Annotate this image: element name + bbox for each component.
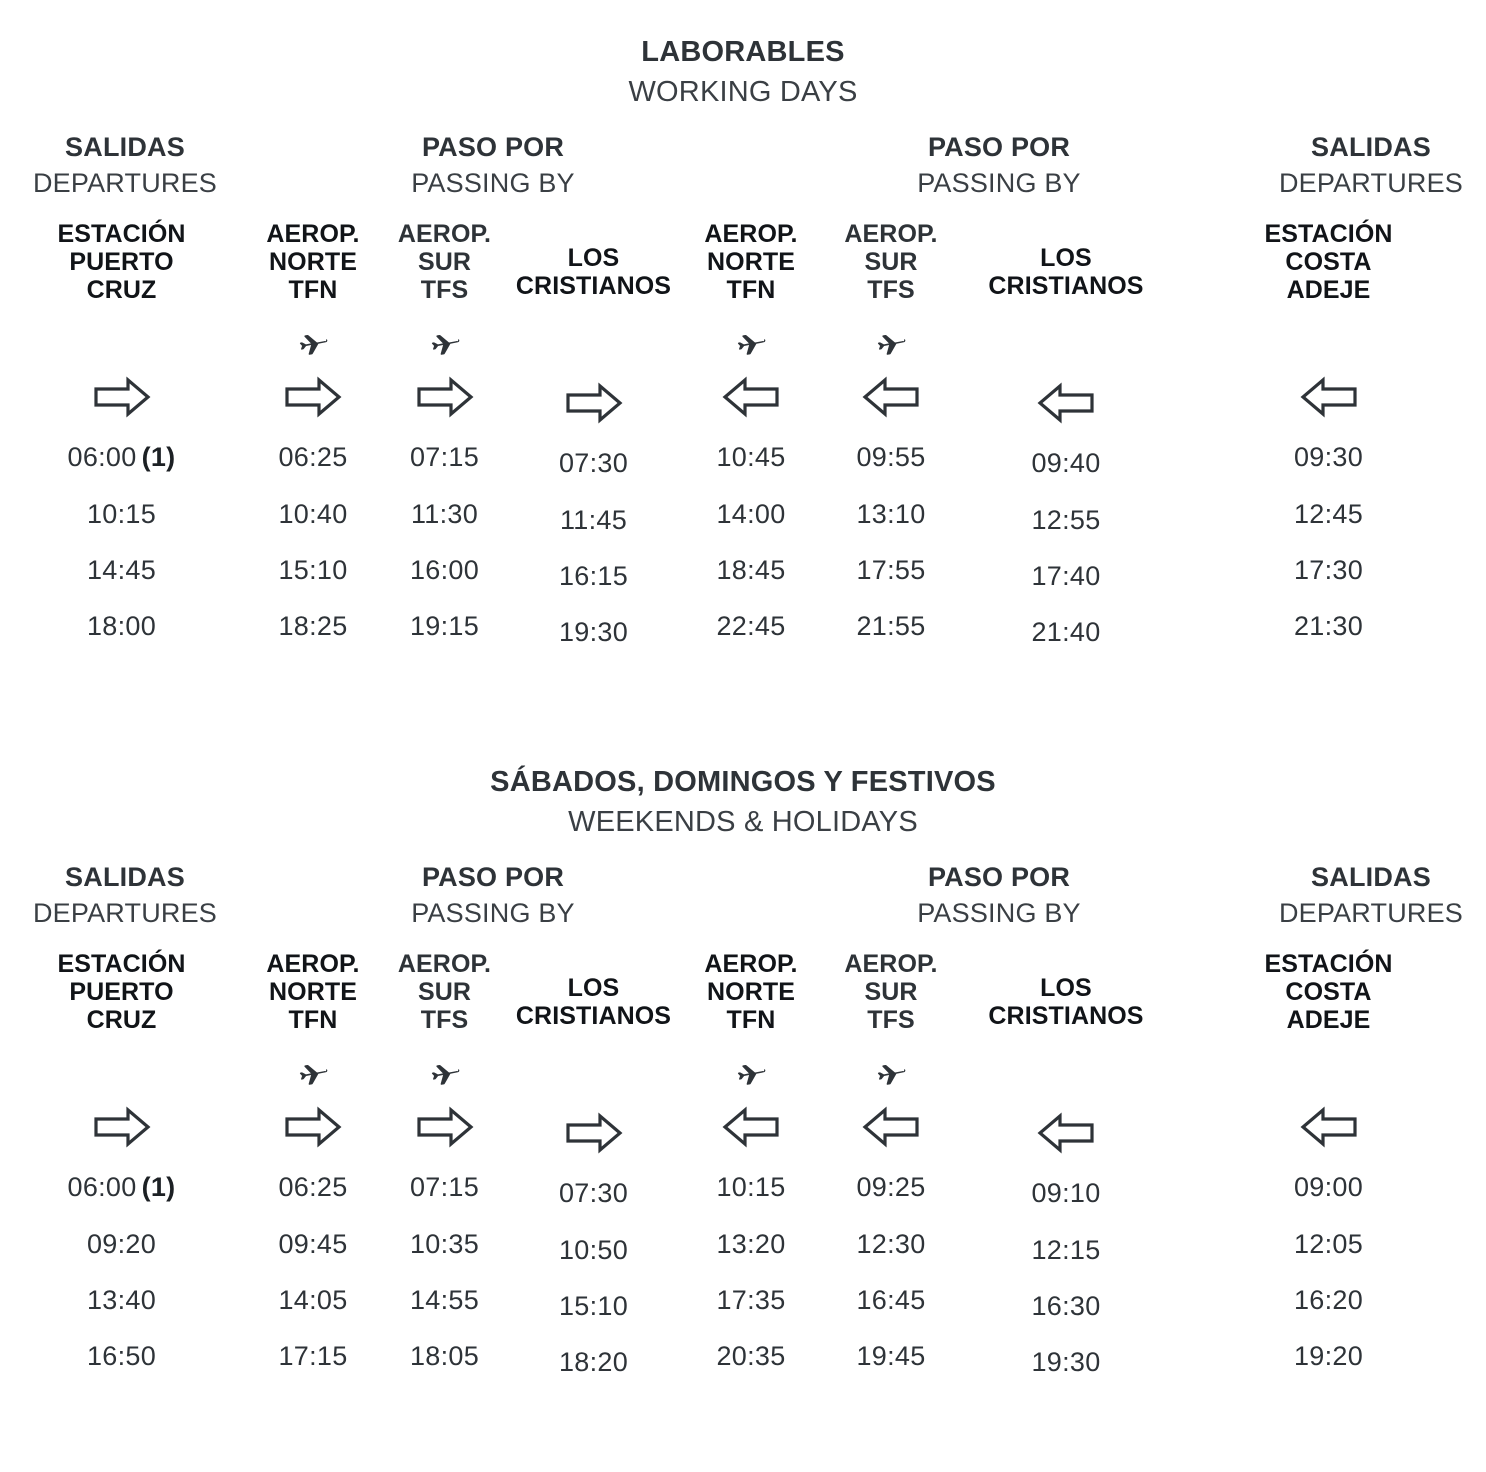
time-value: 16:30	[1031, 1291, 1101, 1321]
time-value: 07:30	[558, 448, 629, 478]
column-header-line: SUR	[864, 978, 918, 1006]
time-cell	[0, 1158, 243, 1216]
arrow-right-icon	[282, 1103, 344, 1151]
arrow-left-icon	[1298, 373, 1360, 421]
time-cell	[681, 1328, 821, 1384]
time-cell	[1171, 1158, 1486, 1216]
time-cell	[961, 604, 1171, 660]
time-cell	[0, 1272, 243, 1328]
table-title-es: SÁBADOS, DOMINGOS Y FESTIVOS	[490, 766, 996, 798]
time-value: 19:30	[558, 617, 629, 647]
time-value: 14:45	[86, 555, 157, 585]
arrow-right-icon	[282, 373, 344, 421]
time-value: 07:15	[409, 1172, 480, 1202]
arrow-right-icon	[414, 1103, 476, 1151]
column-header-line: NORTE	[707, 978, 795, 1006]
arrow-left-icon	[720, 1103, 782, 1151]
time-value: 09:20	[86, 1229, 157, 1259]
section-label-departures-right	[1221, 864, 1486, 927]
time-cell	[821, 1216, 961, 1272]
section-label-departures-left	[0, 134, 275, 197]
time-cell	[383, 542, 506, 598]
column-header-line: AEROP.	[397, 950, 492, 978]
time-value: 07:15	[409, 442, 480, 472]
time-value: 17:35	[716, 1285, 786, 1315]
column-header-line: TFS	[420, 1006, 469, 1034]
column-header-line: AEROP.	[704, 950, 798, 978]
time-cell	[961, 434, 1171, 492]
section-label-es: SALIDAS	[1311, 862, 1431, 892]
time-cell	[961, 1164, 1171, 1222]
plane-icon-slot	[243, 1054, 383, 1096]
time-value: 17:15	[278, 1341, 348, 1371]
plane-icon-slot	[821, 1054, 961, 1096]
column-header-los-cristianos	[506, 220, 681, 330]
time-value: 16:15	[558, 561, 629, 591]
time-cell	[961, 1278, 1171, 1334]
plane-icon-slot	[1171, 324, 1486, 366]
column-header-line: LOS	[1040, 244, 1092, 272]
time-value: 10:45	[716, 442, 786, 472]
time-value: 14:05	[278, 1285, 348, 1315]
arrow-left-icon	[860, 1103, 922, 1151]
time-cell	[1171, 486, 1486, 542]
time-cell	[383, 1272, 506, 1328]
direction-arrow-slot	[961, 1102, 1171, 1164]
timetable-working-days	[0, 0, 1486, 660]
column-header-line: AEROP.	[266, 220, 360, 248]
time-value: 21:40	[1031, 617, 1101, 647]
section-label-es: SALIDAS	[65, 132, 185, 162]
timetable-column-aerop-sur-tfs	[383, 950, 506, 1390]
column-header-estacion-puerto-cruz	[0, 220, 243, 324]
time-value: 20:35	[716, 1341, 786, 1371]
arrow-left-icon	[1298, 1103, 1360, 1151]
section-label-departures-right	[1221, 134, 1486, 197]
time-value: 18:20	[558, 1347, 629, 1377]
timetable-column-los-cristianos	[961, 950, 1171, 1390]
timetable-column-estacion-costa-adeje	[1171, 950, 1486, 1390]
column-header-line: ESTACIÓN	[1264, 220, 1393, 248]
column-header-line: AEROP.	[844, 220, 938, 248]
time-cell	[681, 1272, 821, 1328]
time-cell	[243, 1272, 383, 1328]
timetable-column-aerop-norte-tfn	[681, 950, 821, 1390]
direction-arrow-slot	[243, 1096, 383, 1158]
column-header-estacion-costa-adeje	[1171, 950, 1486, 1054]
plane-icon-slot	[961, 1060, 1171, 1102]
time-cell	[0, 598, 243, 654]
column-header-line: PUERTO	[69, 978, 174, 1006]
timetable-column-los-cristianos	[961, 220, 1171, 660]
time-value: 09:30	[1293, 442, 1364, 472]
time-value: 16:50	[86, 1341, 157, 1371]
table-title-group	[0, 730, 1486, 837]
arrow-left-icon	[720, 373, 782, 421]
column-header-line: LOS	[1040, 974, 1092, 1002]
plane-icon	[735, 1062, 767, 1088]
time-value: 09:55	[856, 442, 926, 472]
section-label-en: DEPARTURES	[32, 168, 218, 198]
column-header-line: SUR	[417, 248, 472, 276]
column-header-line: NORTE	[269, 248, 357, 276]
column-header-line: AEROP.	[844, 950, 938, 978]
section-label-es: PASO POR	[927, 862, 1071, 892]
plane-icon	[297, 332, 329, 358]
direction-arrow-slot	[821, 1096, 961, 1158]
section-label-en: DEPARTURES	[1278, 898, 1464, 928]
plane-icon-slot	[681, 324, 821, 366]
plane-icon-slot	[681, 1054, 821, 1096]
time-cell	[506, 1278, 681, 1334]
timetable-column-los-cristianos	[506, 220, 681, 660]
time-value: 19:45	[856, 1341, 926, 1371]
direction-arrow-slot	[1171, 1096, 1486, 1158]
time-cell	[1171, 542, 1486, 598]
column-header-aerop-norte-tfn	[681, 220, 821, 324]
direction-arrow-slot	[0, 366, 243, 428]
time-footnote-marker: (1)	[141, 1172, 176, 1202]
time-value: 06:25	[278, 1172, 348, 1202]
table-title-en: WEEKENDS & HOLIDAYS	[568, 806, 918, 838]
timetable-column-aerop-norte-tfn	[243, 950, 383, 1390]
plane-icon	[429, 332, 461, 358]
time-cell	[506, 1164, 681, 1222]
plane-icon-slot	[821, 324, 961, 366]
direction-arrow-slot	[0, 1096, 243, 1158]
time-cell	[506, 604, 681, 660]
direction-arrow-slot	[681, 366, 821, 428]
time-value: 12:55	[1031, 505, 1101, 535]
time-cell	[243, 486, 383, 542]
time-cell	[506, 1222, 681, 1278]
section-label-passingby-right	[849, 134, 1149, 197]
timetable-column-aerop-sur-tfs	[821, 220, 961, 660]
plane-icon-slot	[506, 1060, 681, 1102]
plane-icon-slot	[243, 324, 383, 366]
direction-arrow-slot	[681, 1096, 821, 1158]
plane-icon-slot	[1171, 1054, 1486, 1096]
column-header-line: CRISTIANOS	[515, 272, 672, 300]
column-header-line: ADEJE	[1286, 276, 1371, 304]
direction-arrow-slot	[821, 366, 961, 428]
time-cell	[961, 1334, 1171, 1390]
time-cell	[681, 1158, 821, 1216]
time-cell	[243, 1158, 383, 1216]
time-cell	[1171, 1328, 1486, 1384]
time-value: 19:15	[409, 611, 480, 641]
timetable-column-aerop-sur-tfs	[821, 950, 961, 1390]
timetable-column-estacion-puerto-cruz	[0, 950, 243, 1390]
time-value: 13:10	[856, 499, 926, 529]
time-value: 10:15	[716, 1172, 786, 1202]
time-value: 17:30	[1293, 555, 1364, 585]
time-value: 16:45	[856, 1285, 926, 1315]
plane-icon-slot	[506, 330, 681, 372]
column-header-line: AEROP.	[266, 950, 360, 978]
time-cell	[0, 486, 243, 542]
plane-icon-slot	[0, 1054, 243, 1096]
section-label-en: PASSING BY	[917, 898, 1081, 928]
timetable-column-aerop-sur-tfs	[383, 220, 506, 660]
column-header-aerop-sur-tfs	[821, 950, 961, 1054]
time-value: 19:20	[1293, 1341, 1364, 1371]
time-cell	[243, 428, 383, 486]
plane-icon-slot	[383, 1054, 506, 1096]
timetable-column-aerop-norte-tfn	[681, 220, 821, 660]
time-cell	[0, 1216, 243, 1272]
time-value: 21:55	[856, 611, 926, 641]
section-label-en: DEPARTURES	[32, 898, 218, 928]
timetable-column-los-cristianos	[506, 950, 681, 1390]
arrow-left-icon	[1035, 379, 1097, 427]
time-cell	[681, 1216, 821, 1272]
direction-arrow-slot	[506, 372, 681, 434]
column-header-line: COSTA	[1285, 248, 1372, 276]
time-value: 17:55	[856, 555, 926, 585]
direction-arrow-slot	[1171, 366, 1486, 428]
column-header-line: TFS	[420, 276, 469, 304]
column-header-line: CRISTIANOS	[988, 1002, 1144, 1030]
section-label-es: SALIDAS	[1311, 132, 1431, 162]
time-cell	[243, 542, 383, 598]
column-header-line: TFN	[288, 276, 338, 304]
column-header-line: TFS	[867, 1006, 915, 1034]
time-value: 06:25	[278, 442, 348, 472]
time-value: 07:30	[558, 1178, 629, 1208]
column-header-aerop-norte-tfn	[243, 950, 383, 1054]
time-value: 15:10	[278, 555, 348, 585]
time-value: 06:00	[67, 442, 137, 472]
direction-arrow-slot	[243, 366, 383, 428]
column-header-line: ESTACIÓN	[57, 220, 186, 248]
time-value: 09:10	[1031, 1178, 1101, 1208]
time-value: 19:30	[1031, 1347, 1101, 1377]
column-header-aerop-sur-tfs	[383, 220, 506, 324]
time-value: 09:40	[1031, 448, 1101, 478]
column-header-los-cristianos	[961, 220, 1171, 330]
section-label-passingby-left	[343, 864, 643, 927]
time-cell	[506, 548, 681, 604]
column-header-line: PUERTO	[69, 248, 174, 276]
column-header-line: ESTACIÓN	[57, 950, 186, 978]
plane-icon	[875, 332, 907, 358]
time-cell	[1171, 428, 1486, 486]
column-header-aerop-sur-tfs	[821, 220, 961, 324]
time-value: 10:15	[86, 499, 157, 529]
time-cell	[681, 486, 821, 542]
plane-icon	[875, 1062, 907, 1088]
arrow-right-icon	[91, 1103, 153, 1151]
time-cell	[383, 428, 506, 486]
time-value: 18:25	[278, 611, 348, 641]
section-label-en: PASSING BY	[411, 898, 575, 928]
direction-arrow-slot	[383, 1096, 506, 1158]
timetable-column-aerop-norte-tfn	[243, 220, 383, 660]
column-header-line: AEROP.	[704, 220, 798, 248]
table-title-es: LABORABLES	[641, 36, 845, 68]
time-cell	[383, 1158, 506, 1216]
time-value: 11:30	[410, 499, 479, 529]
arrow-right-icon	[563, 1109, 625, 1157]
column-header-line: NORTE	[269, 978, 357, 1006]
time-cell	[243, 598, 383, 654]
arrow-right-icon	[563, 379, 625, 427]
column-header-line: ESTACIÓN	[1264, 950, 1393, 978]
time-value: 11:45	[559, 505, 628, 535]
section-label-en: DEPARTURES	[1278, 168, 1464, 198]
direction-arrow-slot	[961, 372, 1171, 434]
column-header-los-cristianos	[506, 950, 681, 1060]
column-header-aerop-norte-tfn	[681, 950, 821, 1054]
column-header-line: NORTE	[707, 248, 795, 276]
section-label-es: PASO POR	[927, 132, 1071, 162]
time-cell	[821, 428, 961, 486]
section-label-passingby-right	[849, 864, 1149, 927]
section-label-departures-left	[0, 864, 275, 927]
plane-icon-slot	[383, 324, 506, 366]
column-header-aerop-sur-tfs	[383, 950, 506, 1054]
time-cell	[821, 598, 961, 654]
section-label-es: PASO POR	[421, 132, 565, 162]
plane-icon	[735, 332, 767, 358]
time-value: 12:45	[1293, 499, 1364, 529]
timetable-column-estacion-puerto-cruz	[0, 220, 243, 660]
time-cell	[0, 428, 243, 486]
time-cell	[681, 598, 821, 654]
column-header-aerop-norte-tfn	[243, 220, 383, 324]
timetable-column-estacion-costa-adeje	[1171, 220, 1486, 660]
time-cell	[681, 428, 821, 486]
time-cell	[821, 1272, 961, 1328]
plane-icon-slot	[0, 324, 243, 366]
time-cell	[506, 492, 681, 548]
time-value: 13:20	[716, 1229, 786, 1259]
column-header-line: CRISTIANOS	[988, 272, 1144, 300]
time-cell	[0, 542, 243, 598]
column-header-line: TFN	[726, 1006, 776, 1034]
time-cell	[961, 1222, 1171, 1278]
plane-icon	[297, 1062, 329, 1088]
time-value: 12:15	[1031, 1235, 1101, 1265]
time-cell	[383, 598, 506, 654]
time-value: 12:05	[1293, 1229, 1364, 1259]
time-cell	[1171, 598, 1486, 654]
time-cell	[383, 486, 506, 542]
timetable-grid	[0, 950, 1486, 1390]
time-value: 10:50	[558, 1235, 629, 1265]
time-value: 13:40	[86, 1285, 157, 1315]
column-header-los-cristianos	[961, 950, 1171, 1060]
section-labels	[0, 864, 1486, 950]
time-value: 16:00	[409, 555, 480, 585]
column-header-line: LOS	[567, 244, 620, 272]
column-header-line: ADEJE	[1286, 1006, 1371, 1034]
time-cell	[821, 1158, 961, 1216]
column-header-estacion-costa-adeje	[1171, 220, 1486, 324]
time-cell	[681, 542, 821, 598]
plane-icon-slot	[961, 330, 1171, 372]
column-header-line: AEROP.	[397, 220, 492, 248]
column-header-line: SUR	[417, 978, 472, 1006]
time-cell	[243, 1216, 383, 1272]
time-value: 15:10	[558, 1291, 629, 1321]
arrow-right-icon	[414, 373, 476, 421]
time-cell	[506, 434, 681, 492]
time-value: 09:00	[1293, 1172, 1364, 1202]
direction-arrow-slot	[383, 366, 506, 428]
direction-arrow-slot	[506, 1102, 681, 1164]
table-title-group	[0, 0, 1486, 107]
time-cell	[821, 1328, 961, 1384]
time-value: 09:25	[856, 1172, 926, 1202]
time-value: 21:30	[1293, 611, 1364, 641]
column-header-line: LOS	[567, 974, 620, 1002]
time-value: 12:30	[856, 1229, 926, 1259]
arrow-left-icon	[1035, 1109, 1097, 1157]
section-label-es: SALIDAS	[65, 862, 185, 892]
time-value: 22:45	[716, 611, 786, 641]
column-header-line: TFN	[726, 276, 776, 304]
time-cell	[961, 492, 1171, 548]
column-header-line: COSTA	[1285, 978, 1372, 1006]
column-header-line: TFN	[288, 1006, 338, 1034]
time-cell	[1171, 1272, 1486, 1328]
time-value: 14:00	[716, 499, 786, 529]
section-label-es: PASO POR	[421, 862, 565, 892]
time-value: 06:00	[67, 1172, 137, 1202]
time-cell	[821, 486, 961, 542]
time-cell	[383, 1216, 506, 1272]
time-value: 16:20	[1293, 1285, 1364, 1315]
time-footnote-marker: (1)	[141, 442, 176, 472]
time-value: 18:00	[86, 611, 157, 641]
section-label-en: PASSING BY	[411, 168, 575, 198]
column-header-line: CRISTIANOS	[515, 1002, 672, 1030]
timetable-grid	[0, 220, 1486, 660]
column-header-estacion-puerto-cruz	[0, 950, 243, 1054]
time-cell	[0, 1328, 243, 1384]
timetable-weekends-holidays	[0, 730, 1486, 1390]
column-header-line: CRUZ	[86, 1006, 157, 1034]
column-header-line: CRUZ	[86, 276, 157, 304]
time-value: 09:45	[278, 1229, 348, 1259]
plane-icon	[429, 1062, 461, 1088]
time-value: 10:35	[409, 1229, 480, 1259]
time-cell	[506, 1334, 681, 1390]
time-value: 18:05	[409, 1341, 480, 1371]
time-cell	[243, 1328, 383, 1384]
time-cell	[1171, 1216, 1486, 1272]
arrow-right-icon	[91, 373, 153, 421]
time-cell	[961, 548, 1171, 604]
time-value: 17:40	[1031, 561, 1101, 591]
time-value: 14:55	[409, 1285, 480, 1315]
table-title-en: WORKING DAYS	[628, 76, 858, 108]
arrow-left-icon	[860, 373, 922, 421]
section-label-passingby-left	[343, 134, 643, 197]
section-labels	[0, 134, 1486, 220]
time-value: 10:40	[278, 499, 348, 529]
time-value: 18:45	[716, 555, 786, 585]
column-header-line: TFS	[867, 276, 915, 304]
section-label-en: PASSING BY	[917, 168, 1081, 198]
time-cell	[821, 542, 961, 598]
time-cell	[383, 1328, 506, 1384]
column-header-line: SUR	[864, 248, 918, 276]
